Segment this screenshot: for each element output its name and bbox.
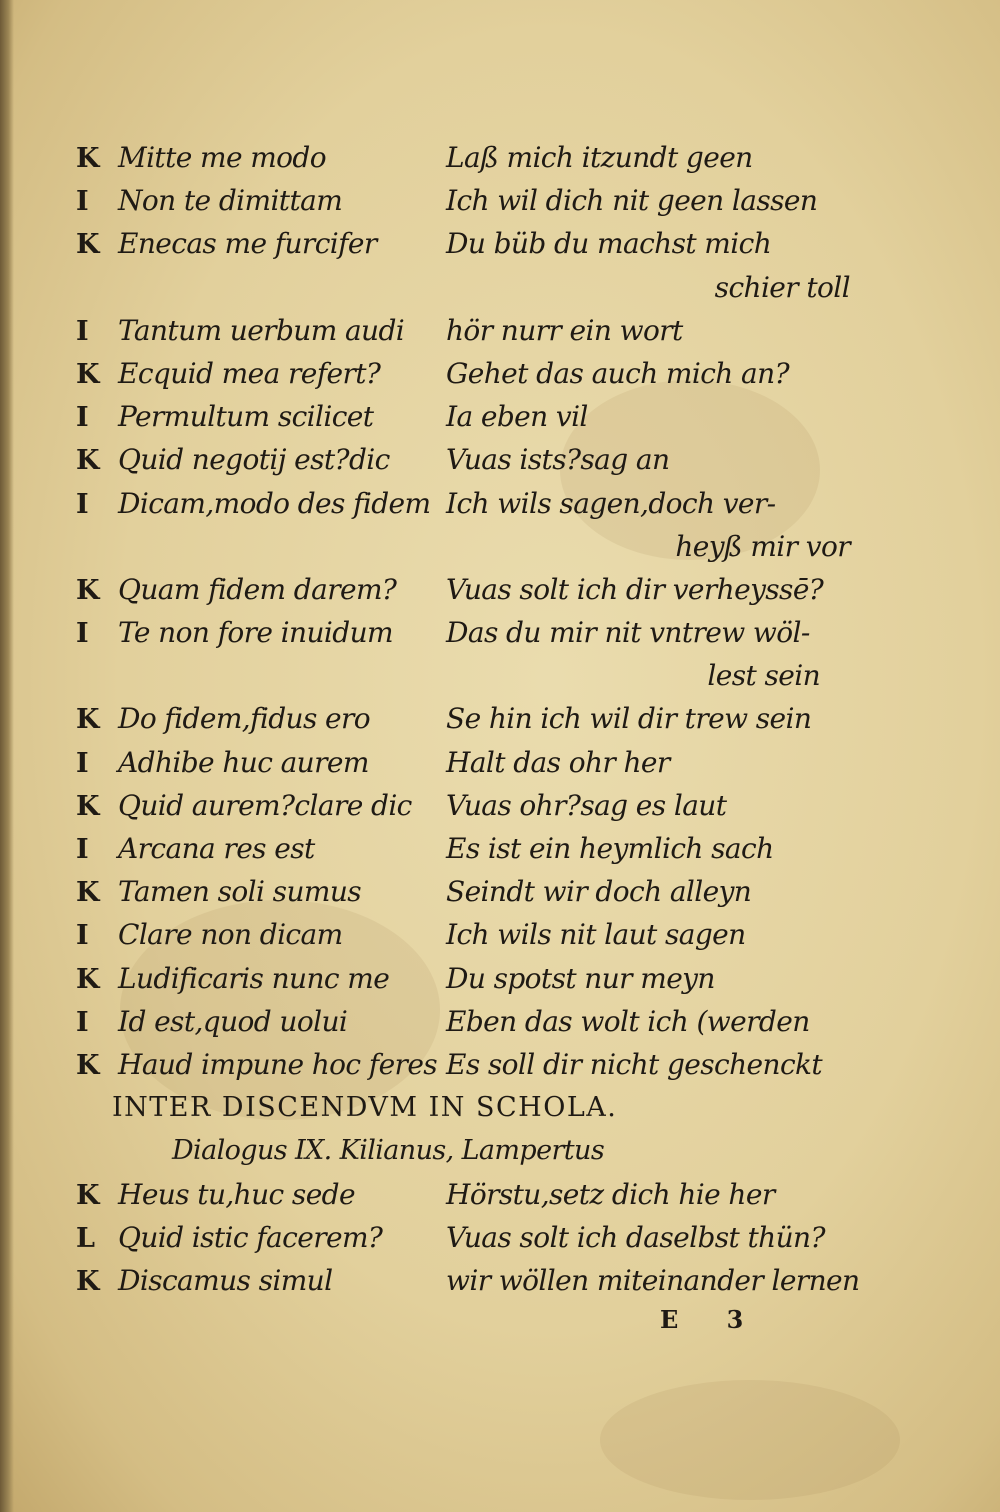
german-line: Gehet das auch mich an? (446, 356, 789, 390)
latin-line: Clare non dicam (118, 918, 343, 952)
dialogue-row (70, 568, 850, 611)
german-line: Du spotst nur meyn (446, 961, 715, 995)
german-line: hör nurr ein wort (446, 313, 683, 347)
german-continuation: schier toll (714, 270, 850, 304)
dialogue-row (70, 438, 850, 481)
latin-line: Ludificaris nunc me (118, 961, 390, 995)
latin-line: Id est,quod uolui (118, 1004, 348, 1038)
german-continuation: lest sein (707, 659, 820, 693)
latin-line: Non te dimittam (118, 184, 343, 218)
german-line: Du büb du machst mich (446, 227, 772, 261)
german-line: Laß mich itzundt geen (446, 141, 753, 174)
dialogue-row (70, 870, 850, 913)
speaker-initial: K (76, 963, 99, 995)
speaker-initial: I (76, 402, 89, 434)
dialogue-row (70, 222, 850, 265)
dialogue-row (70, 697, 850, 740)
dialogue-row (70, 352, 850, 395)
signature-mark: E 3 (660, 1305, 764, 1334)
german-line: wir wöllen miteinander lernen (446, 1263, 860, 1297)
latin-line: Heus tu,huc sede (118, 1177, 355, 1211)
dialogue-row (70, 913, 850, 956)
latin-line: Quam fidem darem? (118, 572, 397, 606)
dialogue-title: Dialogus IX. Kilianus, Lampertus (172, 1135, 605, 1167)
speaker-initial: K (76, 1265, 99, 1297)
speaker-initial: L (76, 1222, 95, 1254)
german-line: Seindt wir doch alleyn (446, 875, 752, 909)
german-line: Ich wils nit laut sagen (446, 918, 746, 952)
german-line: Vuas solt ich dir verheyssē? (446, 572, 824, 606)
speaker-initial: I (76, 618, 89, 650)
speaker-initial: K (76, 877, 99, 909)
dialogue-row (70, 1216, 850, 1259)
dialogue-row (70, 784, 850, 827)
dialogue-row (70, 741, 850, 784)
latin-line: Arcana res est (118, 832, 315, 865)
german-line: Es soll dir nicht geschenckt (446, 1047, 823, 1081)
german-line: Das du mir nit vntrew wöl- (446, 616, 810, 650)
latin-line: Dicam,modo des fidem (118, 486, 431, 520)
dialogue-row (70, 827, 850, 870)
speaker-initial: K (76, 704, 99, 736)
german-line: Hörstu,setz dich hie her (446, 1177, 775, 1211)
german-line: Ich wils sagen,doch ver- (446, 486, 776, 520)
speaker-initial: I (76, 1006, 89, 1038)
latin-line: Quid istic facerem? (118, 1220, 383, 1254)
speaker-initial: K (76, 574, 99, 606)
german-line: Vuas ohr?sag es laut (446, 788, 727, 822)
speaker-initial: K (76, 358, 99, 390)
german-line: Vuas solt ich daselbst thün? (446, 1220, 825, 1254)
latin-line: Ecquid mea refert? (118, 356, 381, 390)
latin-line: Tamen soli sumus (118, 875, 362, 909)
german-line: Ia eben vil (446, 400, 588, 434)
german-line: Vuas ists?sag an (446, 443, 670, 477)
dialogue-row (70, 1173, 850, 1216)
dialogue-row (70, 1000, 850, 1043)
dialogue-row (70, 309, 850, 352)
dialogue-row (70, 1043, 850, 1086)
latin-line: Adhibe huc aurem (118, 745, 369, 779)
german-line: Ich wil dich nit geen lassen (446, 184, 818, 218)
speaker-initial: I (76, 834, 89, 865)
latin-line: Mitte me modo (118, 141, 327, 174)
latin-line: Quid negotij est?dic (118, 443, 390, 477)
speaker-initial: K (76, 445, 99, 477)
german-line: Eben das wolt ich (werden (446, 1004, 810, 1038)
latin-line: Tantum uerbum audi (118, 313, 405, 347)
continuation-row (70, 525, 850, 568)
latin-line: Permultum scilicet (118, 400, 374, 434)
dialogue-text (70, 136, 860, 1302)
dialogue-row (70, 1259, 860, 1302)
latin-line: Quid aurem?clare dic (118, 788, 412, 822)
speaker-initial: I (76, 186, 89, 218)
dialogue-row (70, 136, 850, 179)
latin-line: Discamus simul (118, 1263, 333, 1297)
speaker-initial: K (76, 1049, 99, 1081)
latin-line: Enecas me furcifer (118, 227, 377, 261)
dialogue-row (70, 957, 850, 1000)
dialogue-row (70, 611, 850, 654)
speaker-initial: K (76, 229, 99, 261)
german-line: Halt das ohr her (446, 745, 670, 779)
speaker-initial: I (76, 747, 89, 779)
latin-line: Do fidem,fidus ero (118, 702, 371, 736)
section-heading: INTER DISCENDVM IN SCHOLA. (112, 1092, 618, 1124)
german-continuation: heyß mir vor (675, 529, 850, 563)
speaker-initial: I (76, 488, 89, 520)
speaker-initial: K (76, 143, 99, 174)
dialogue-row (70, 179, 850, 222)
speaker-initial: K (76, 790, 99, 822)
latin-line: Haud impune hoc feres (118, 1047, 438, 1081)
speaker-initial: I (76, 315, 89, 347)
page-binding-edge (0, 0, 14, 1512)
speaker-initial: K (76, 1179, 99, 1211)
german-line: Es ist ein heymlich sach (446, 832, 774, 865)
continuation-row (70, 654, 850, 697)
latin-line: Te non fore inuidum (118, 616, 393, 650)
continuation-row (70, 266, 850, 309)
dialogue-row (70, 395, 850, 438)
german-line: Se hin ich wil dir trew sein (446, 702, 812, 736)
speaker-initial: I (76, 920, 89, 952)
dialogue-row (70, 482, 850, 525)
paper-stain (600, 1380, 900, 1500)
